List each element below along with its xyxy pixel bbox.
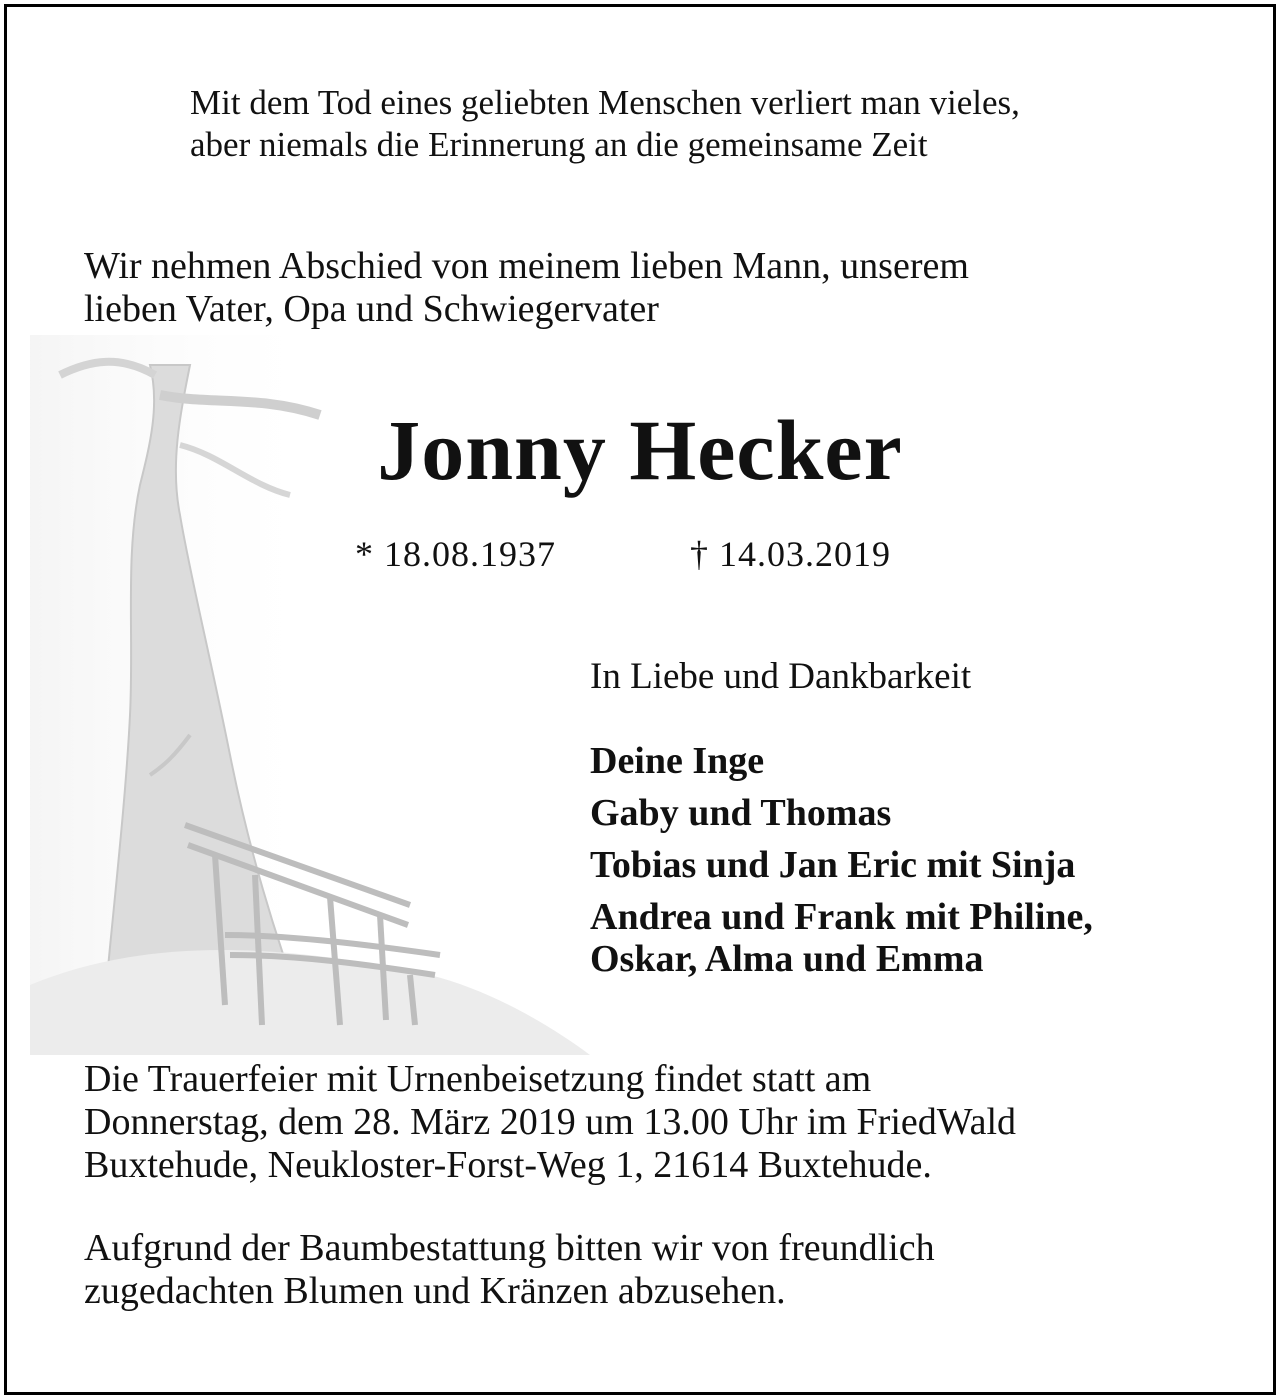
birth-date: * 18.08.1937	[355, 534, 556, 574]
flowers-line-2: zugedachten Blumen und Kränzen abzusehen.	[84, 1270, 786, 1312]
family-line: Tobias und Jan Eric mit Sinja	[590, 844, 1076, 886]
motto-line-2: aber niemals die Erinnerung an die gemeinsame Zeit	[190, 125, 928, 164]
family-line: Gaby und Thomas	[590, 792, 892, 834]
family-line: Andrea und Frank mit Philine,	[590, 896, 1093, 938]
deceased-name: Jonny Hecker	[377, 402, 903, 498]
intro-line-1: Wir nehmen Abschied von meinem lieben Mann, unserem	[84, 245, 969, 287]
closing-phrase: In Liebe und Dankbarkeit	[590, 656, 972, 697]
family-line: Deine Inge	[590, 740, 765, 782]
ceremony-line-2: Donnerstag, dem 28. März 2019 um 13.00 Uhr im FriedWald	[84, 1101, 1017, 1143]
family-line: Oskar, Alma und Emma	[590, 938, 984, 980]
ceremony-line-1: Die Trauerfeier mit Urnenbeisetzung findet statt am	[84, 1058, 872, 1100]
ceremony-line-3: Buxtehude, Neukloster-Forst-Weg 1, 21614 Buxtehude.	[84, 1144, 932, 1186]
intro-line-2: lieben Vater, Opa und Schwiegervater	[84, 288, 659, 330]
motto-line-1: Mit dem Tod eines geliebten Menschen verliert man vieles,	[190, 83, 1020, 122]
flowers-line-1: Aufgrund der Baumbestattung bitten wir von freundlich	[84, 1227, 935, 1269]
death-date: † 14.03.2019	[690, 534, 891, 574]
